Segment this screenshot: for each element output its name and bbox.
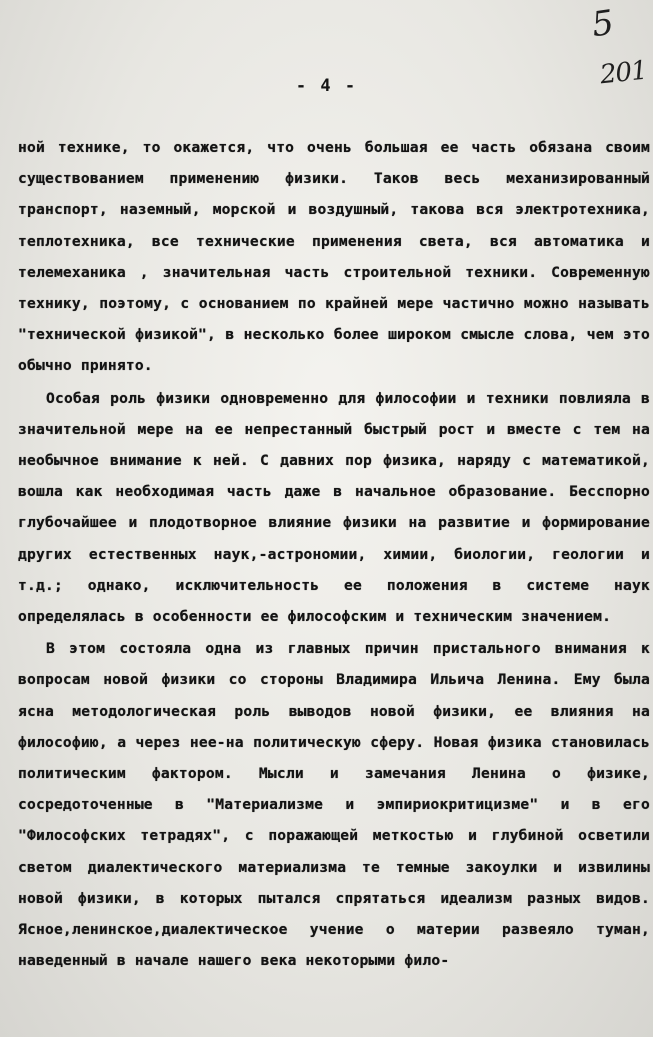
archive-number-annotation: 201 bbox=[598, 55, 649, 91]
body-text bbox=[18, 132, 650, 976]
paragraph-2: Особая роль физики одновременно для философии и техники повлияла в значительной мере на ее непрестанный быстрый рост и вместе с тем на необычное внимание к ней. С давних пор физика, наряду с математикой, вошла как необходимая часть даже в начальное образование. Бесспорно глубочайшее и плодотворное влияние физики на развитие и формирование других естественных наук,-астрономии, химии, биологии, геологии и т.д.; однако, исключительность ее положения в системе наук определялась в особенности ее философским и техническим значением. bbox=[18, 389, 650, 626]
page-number: - 4 - bbox=[295, 76, 358, 96]
sheet-number-annotation: 5 bbox=[589, 2, 617, 46]
paragraph-3: В этом состояла одна из главных причин пристального внимания к вопросам новой физики со стороны Владимира Ильича Ленина. Ему была ясна методологическая роль выводов новой физики, ее влияния на философию, а через нее-на политическую сферу. Новая физика становилась политическим фактором. Мысли и замечания Ленина о физике, сосредоточенные в "Материализме и эмпириокритицизме" и в его "Философских тетрадях", с поражающей меткостью и глубиной осветили светом диалектического материализма те темные закоулки и извилины новой физики, в которых пытался спрятаться идеализм разных видов. Ясное,ленинское,диалектическое учение о материи развеяло туман, наведенный в начале нашего века некоторыми фило- bbox=[18, 640, 650, 970]
paragraph-1: ной технике, то окажется, что очень большая ее часть обязана своим существованием применению физики. Таков весь механизированный транспорт, наземный, морской и воздушный, такова вся электротехника, теплотехника, все технические применения света, вся автоматика и телемеханика , значительная часть строительной техники. Современную технику, поэтому, с основанием по крайней мере частично можно называть "технической физикой", в несколько более широком смысле слова, чем это обычно принято. bbox=[18, 139, 650, 375]
